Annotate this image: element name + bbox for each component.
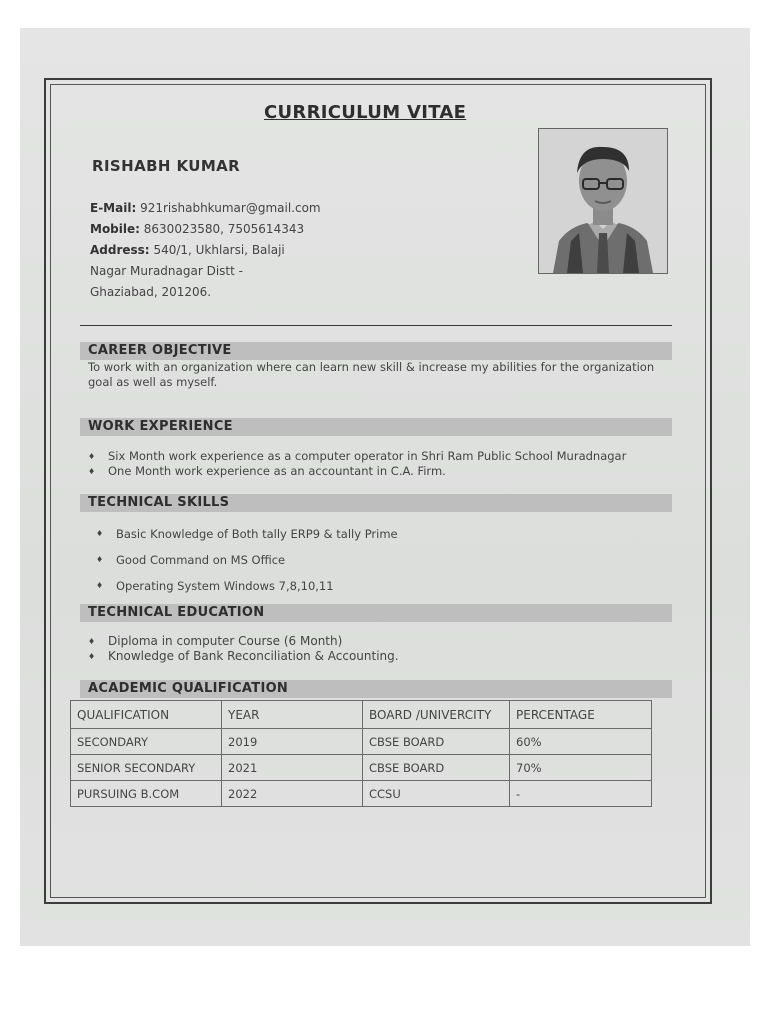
candidate-name: RISHABH KUMAR bbox=[92, 157, 241, 175]
list-item: ♦ Good Command on MS Office bbox=[96, 547, 656, 573]
mobile-label: Mobile: bbox=[90, 222, 140, 236]
academic-table bbox=[70, 700, 652, 807]
person-photo-icon bbox=[539, 129, 667, 273]
table-cell: SENIOR SECONDARY bbox=[71, 755, 222, 781]
column-header: PERCENTAGE bbox=[510, 701, 652, 729]
table-cell: SECONDARY bbox=[71, 729, 222, 755]
list-item: ♦ Diploma in computer Course (6 Month) bbox=[88, 634, 658, 649]
list-item: ♦ Six Month work experience as a computer operator in Shri Ram Public School Muradnagar bbox=[88, 449, 678, 464]
column-header: YEAR bbox=[222, 701, 363, 729]
column-header: QUALIFICATION bbox=[71, 701, 222, 729]
email-value: 921rishabhkumar@gmail.com bbox=[140, 201, 321, 215]
table-cell: 2021 bbox=[222, 755, 363, 781]
work-experience-list bbox=[88, 449, 678, 479]
technical-skills-heading: TECHNICAL SKILLS bbox=[80, 494, 672, 512]
table-cell: 2022 bbox=[222, 781, 363, 807]
profile-photo bbox=[538, 128, 668, 274]
mobile-value: 8630023580, 7505614343 bbox=[143, 222, 305, 236]
table-cell: 2019 bbox=[222, 729, 363, 755]
address-value-3: Ghaziabad, 201206. bbox=[90, 285, 212, 299]
technical-education-list bbox=[88, 634, 658, 664]
mobile-line bbox=[90, 219, 510, 240]
career-objective-text: To work with an organization where can learn new skill & increase my abilities for the organization goal as well as myself. bbox=[88, 360, 655, 389]
table-cell: 70% bbox=[510, 755, 652, 781]
document-title: CURRICULUM VITAE bbox=[264, 102, 467, 123]
table-row bbox=[71, 781, 652, 807]
address-line bbox=[90, 240, 510, 261]
column-header: BOARD /UNIVERCITY bbox=[363, 701, 510, 729]
table-cell: CBSE BOARD bbox=[363, 755, 510, 781]
academic-heading: ACADEMIC QUALIFICATION bbox=[80, 680, 672, 698]
address-value-2: Nagar Muradnagar Distt - bbox=[90, 264, 243, 278]
table-cell: - bbox=[510, 781, 652, 807]
table-cell: CCSU bbox=[363, 781, 510, 807]
list-item: ♦ Operating System Windows 7,8,10,11 bbox=[96, 573, 656, 599]
table-header-row bbox=[71, 701, 652, 729]
email-line bbox=[90, 198, 510, 219]
header-divider bbox=[80, 325, 672, 326]
contact-block bbox=[90, 198, 510, 303]
address-label: Address: bbox=[90, 243, 150, 257]
address-value-1: 540/1, Ukhlarsi, Balaji bbox=[153, 243, 285, 257]
table-cell: CBSE BOARD bbox=[363, 729, 510, 755]
technical-skills-list bbox=[96, 521, 656, 599]
table-row bbox=[71, 755, 652, 781]
table-cell: 60% bbox=[510, 729, 652, 755]
career-objective-heading: CAREER OBJECTIVE bbox=[80, 342, 672, 360]
email-label: E-Mail: bbox=[90, 201, 137, 215]
work-experience-heading: WORK EXPERIENCE bbox=[80, 418, 672, 436]
table-cell: PURSUING B.COM bbox=[71, 781, 222, 807]
list-item: ♦ Basic Knowledge of Both tally ERP9 & tally Prime bbox=[96, 521, 656, 547]
list-item: ♦ One Month work experience as an accountant in C.A. Firm. bbox=[88, 464, 678, 479]
table-row bbox=[71, 729, 652, 755]
technical-education-heading: TECHNICAL EDUCATION bbox=[80, 604, 672, 622]
list-item: ♦ Knowledge of Bank Reconciliation & Accounting. bbox=[88, 649, 658, 664]
